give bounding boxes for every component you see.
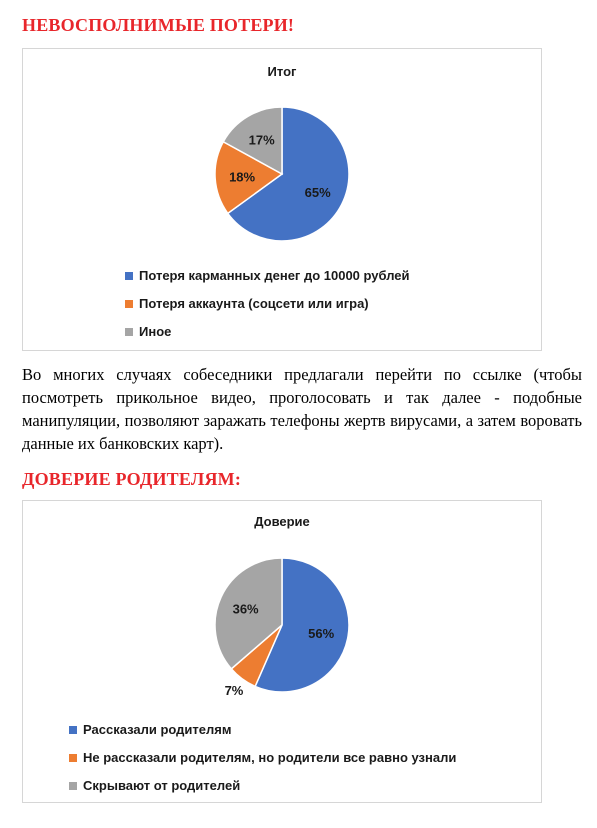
legend-item-pocket-money: [125, 268, 410, 296]
chart-box-trust: [22, 500, 542, 803]
legend-swatch: [69, 782, 77, 790]
pie-data-label: 17%: [248, 132, 275, 148]
legend-swatch: [125, 272, 133, 280]
body-paragraph: Во многих случаях собеседники предлагали перейти по ссылке (чтобы посмотреть прикольное видео, проголосовать и так далее - подобные манипуляции, позволяют заражать телефоны жертв вирусами, а затем воровать данные их банковских карт).: [22, 365, 582, 453]
legend-item-other: [125, 324, 410, 352]
pie-chart-trust: [212, 555, 352, 699]
pie-data-label: 36%: [232, 601, 259, 617]
legend-item-account: [125, 296, 410, 324]
pie-data-label: 65%: [304, 185, 331, 201]
section-heading-trust: ДОВЕРИЕ РОДИТЕЛЯМ:: [22, 469, 242, 489]
legend-item-told-parents: [69, 722, 456, 750]
pie-data-label: 7%: [224, 683, 244, 699]
legend-item-parents-found-out: [69, 750, 456, 778]
legend-label: Рассказали родителям: [83, 722, 232, 737]
pie-data-label: 56%: [308, 626, 335, 642]
legend-swatch: [125, 328, 133, 336]
pie-chart-losses: [212, 104, 352, 244]
legend-label: Не рассказали родителям, но родители все равно узнали: [83, 750, 457, 765]
chart-title-losses: Итог: [267, 64, 297, 79]
legend-label: Иное: [139, 324, 172, 339]
chart-title-trust: Доверие: [254, 514, 310, 529]
pie-data-label: 18%: [229, 169, 256, 185]
chart-box-losses: [22, 48, 542, 351]
legend-trust: [69, 722, 456, 806]
legend-label: Потеря карманных денег до 10000 рублей: [139, 268, 410, 283]
section-heading-losses: НЕВОСПОЛНИМЫЕ ПОТЕРИ!: [22, 15, 295, 35]
legend-swatch: [125, 300, 133, 308]
legend-label: Скрывают от родителей: [83, 778, 241, 793]
legend-swatch: [69, 726, 77, 734]
legend-swatch: [69, 754, 77, 762]
legend-item-hide-from-parents: [69, 778, 456, 806]
legend-losses: [125, 268, 410, 352]
legend-label: Потеря аккаунта (соцсети или игра): [139, 296, 369, 311]
